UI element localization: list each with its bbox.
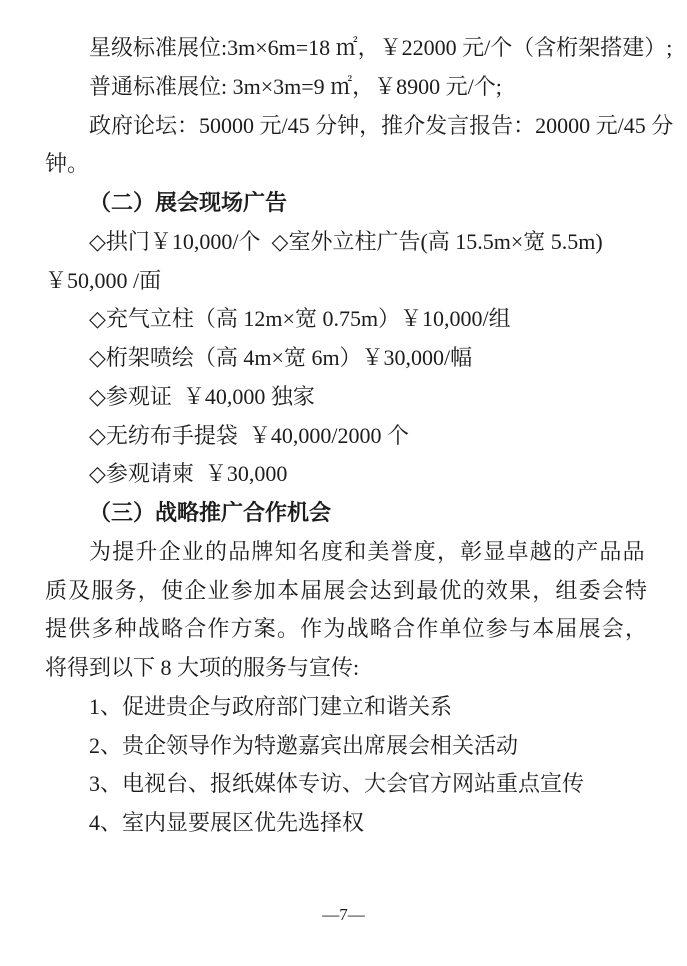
document-line: 为提升企业的品牌知名度和美誉度，彰显卓越的产品品 <box>89 538 646 564</box>
document-line: 提供多种战略合作方案。作为战略合作单位参与本届展会， <box>45 616 649 642</box>
document-line: 3、电视台、报纸媒体专访、大会官方网站重点宣传 <box>89 771 585 797</box>
document-line: ￥50,000 /面 <box>45 267 162 293</box>
document-line: 将得到以下 8 大项的服务与宣传: <box>45 655 360 680</box>
document-line: ◇无纺布手提袋 ￥40,000/2000 个 <box>89 422 410 448</box>
document-line: 2、贵企领导作为特邀嘉宾出席展会相关活动 <box>89 732 519 758</box>
document-line: ◇拱门￥10,000/个 ◇室外立柱广告(高 15.5m×宽 5.5m) <box>89 228 603 254</box>
page-number: —7— <box>322 905 365 924</box>
section-heading: （二）展会现场广告 <box>89 190 288 215</box>
document-line: ◇参观证 ￥40,000 独家 <box>89 383 315 409</box>
document-line: ◇桁架喷绘（高 4m×宽 6m）￥30,000/幅 <box>89 345 473 370</box>
document-line: 钟。 <box>45 151 90 177</box>
document-line: ◇参观请柬 ￥30,000 <box>89 461 288 487</box>
document-line: 星级标准展位:3m×6m=18 ㎡，￥22000 元/个（含桁架搭建）; <box>89 35 673 60</box>
document-line: 质及服务，使企业参加本届展会达到最优的效果，组委会特 <box>45 577 649 603</box>
section-heading: （三）战略推广合作机会 <box>89 500 332 525</box>
document-line: 4、室内显要展区优先选择权 <box>89 810 365 835</box>
document-line: 普通标准展位: 3m×3m=9 ㎡，￥8900 元/个; <box>89 73 502 99</box>
document-line: 1、促进贵企与政府部门建立和谐关系 <box>89 693 453 719</box>
page-footer <box>0 903 687 927</box>
document-line: ◇充气立柱（高 12m×宽 0.75m）￥10,000/组 <box>89 306 511 332</box>
document-line: 政府论坛：50000 元/45 分钟，推介发言报告：20000 元/45 分 <box>89 112 674 138</box>
document-body <box>45 29 674 843</box>
